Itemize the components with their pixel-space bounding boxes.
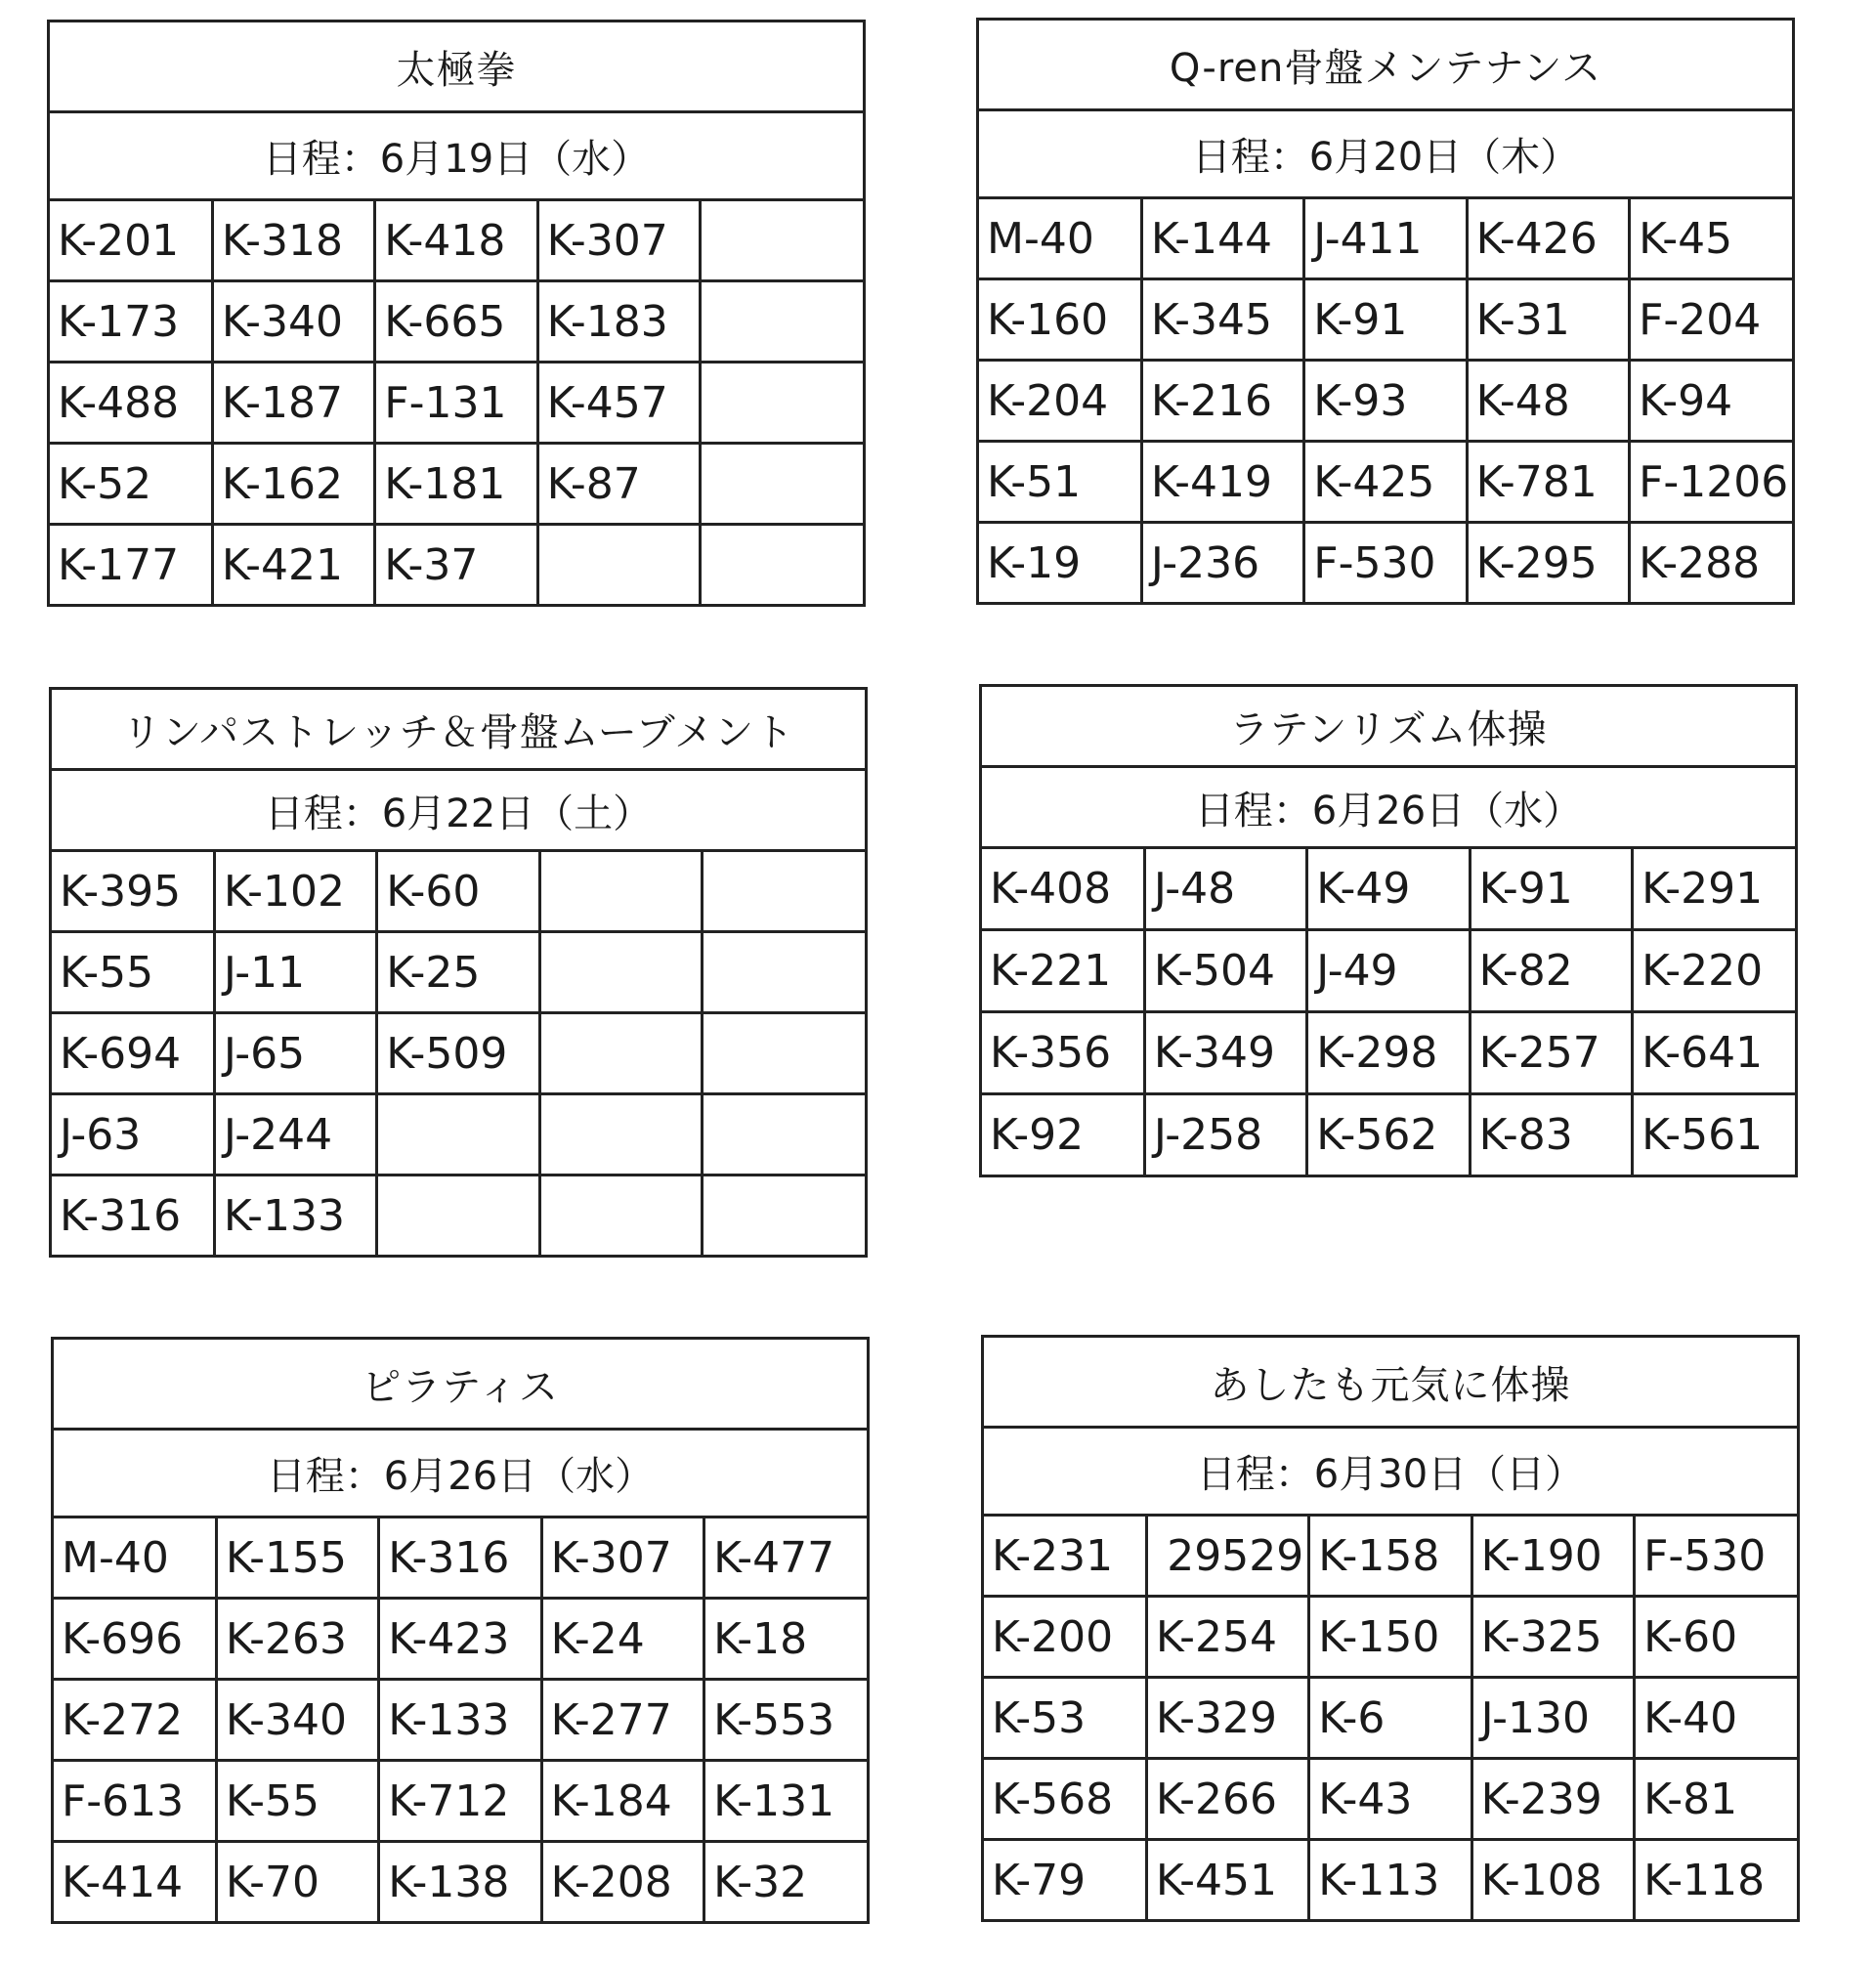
participant-cell: K-340 xyxy=(216,1680,378,1761)
participant-cell: K-31 xyxy=(1467,279,1629,361)
participant-cell: K-184 xyxy=(541,1761,704,1842)
participant-cell: K-37 xyxy=(375,525,537,605)
participant-cell: K-24 xyxy=(541,1599,704,1680)
participant-cell: K-177 xyxy=(50,525,212,605)
participant-cell: K-291 xyxy=(1633,849,1795,930)
participant-cell: K-298 xyxy=(1307,1012,1470,1094)
participant-cell: K-40 xyxy=(1635,1678,1797,1759)
participant-cell: K-408 xyxy=(982,849,1144,930)
participant-cell xyxy=(703,852,865,932)
participant-cell: K-307 xyxy=(537,201,700,281)
table-row xyxy=(979,361,1792,442)
table-row xyxy=(982,1094,1795,1175)
table-row xyxy=(54,1518,867,1599)
participant-cell: K-288 xyxy=(1639,537,1761,588)
participant-cell: K-781 xyxy=(1467,442,1629,523)
participant-cell: K-32 xyxy=(713,1857,808,1907)
schedule-ashitamo-genki xyxy=(981,1335,1800,1922)
schedule-date: 日程：6月30日（日） xyxy=(984,1429,1797,1517)
participant-cell: K-43 xyxy=(1309,1759,1471,1840)
participant-cell: K-340 xyxy=(212,281,374,363)
participant-cell xyxy=(539,852,702,932)
participant-cell: K-696 xyxy=(54,1599,216,1680)
participant-cell: J-11 xyxy=(214,932,376,1013)
participant-cell: K-190 xyxy=(1471,1517,1634,1597)
participant-cell xyxy=(539,932,702,1013)
participant-cell: F-613 xyxy=(54,1761,216,1842)
participant-cell: F-530 xyxy=(1635,1517,1797,1597)
participant-cell: K-18 xyxy=(704,1599,867,1680)
schedule-title: ラテンリズム体操 xyxy=(982,687,1795,768)
participant-cell: K-231 xyxy=(984,1517,1146,1597)
participant-cell: K-133 xyxy=(214,1175,376,1256)
participant-cell: K-113 xyxy=(1309,1840,1471,1920)
participant-cell: F-530 xyxy=(1304,523,1467,603)
table-row xyxy=(52,852,865,932)
participant-cell: K-60 xyxy=(377,852,539,932)
participant-cell: K-254 xyxy=(1146,1597,1308,1678)
participant-cell: K-162 xyxy=(212,444,374,525)
participant-cell: K-181 xyxy=(375,444,537,525)
table-row xyxy=(52,1094,865,1175)
schedule-date: 日程：6月26日（水） xyxy=(982,768,1795,849)
participant-cell: K-138 xyxy=(379,1842,541,1922)
participant-cell: K-204 xyxy=(979,361,1141,442)
participant-cell: K-93 xyxy=(1304,361,1467,442)
participant-cell: K-118 xyxy=(1643,1855,1766,1905)
participant-cell: K-160 xyxy=(979,279,1141,361)
schedule-lymph-stretch xyxy=(49,687,868,1258)
participant-cell: K-568 xyxy=(984,1759,1146,1840)
participant-cell: K-426 xyxy=(1467,199,1629,279)
participant-cell: K-19 xyxy=(979,523,1141,603)
schedule-date: 日程：6月19日（水） xyxy=(50,113,863,201)
participant-cell: K-395 xyxy=(52,852,214,932)
participant-cell: K-414 xyxy=(54,1842,216,1922)
participant-cell: J-49 xyxy=(1307,930,1470,1012)
participant-cell: K-272 xyxy=(54,1680,216,1761)
participant-cell xyxy=(539,1013,702,1094)
participant-cell: K-144 xyxy=(1141,199,1303,279)
participant-cell: K-451 xyxy=(1146,1840,1308,1920)
participant-cell: K-6 xyxy=(1309,1678,1471,1759)
participant-cell: K-277 xyxy=(541,1680,704,1761)
schedule-title: あしたも元気に体操 xyxy=(984,1338,1797,1429)
participant-table xyxy=(52,852,865,1255)
table-row xyxy=(979,523,1792,603)
participant-cell: K-318 xyxy=(212,201,374,281)
participant-cell: K-83 xyxy=(1470,1094,1632,1175)
table-row xyxy=(984,1840,1797,1920)
participant-cell: K-131 xyxy=(704,1761,867,1842)
participant-cell: K-51 xyxy=(979,442,1141,523)
participant-cell: K-488 xyxy=(50,363,212,444)
participant-cell: K-356 xyxy=(982,1012,1144,1094)
participant-cell: K-173 xyxy=(50,281,212,363)
participant-cell: K-239 xyxy=(1471,1759,1634,1840)
participant-cell: K-94 xyxy=(1630,361,1792,442)
participant-cell: K-349 xyxy=(1144,1012,1306,1094)
table-row xyxy=(54,1599,867,1680)
participant-cell: K-641 xyxy=(1633,1012,1795,1094)
participant-cell: K-418 xyxy=(375,201,537,281)
participant-cell xyxy=(703,932,865,1013)
participant-cell: K-52 xyxy=(50,444,212,525)
table-row xyxy=(984,1759,1797,1840)
participant-cell: K-208 xyxy=(541,1842,704,1922)
participant-cell: J-236 xyxy=(1141,523,1303,603)
participant-cell: K-183 xyxy=(537,281,700,363)
participant-cell: K-55 xyxy=(52,932,214,1013)
participant-cell: J-65 xyxy=(214,1013,376,1094)
participant-cell xyxy=(703,1094,865,1175)
participant-cell xyxy=(377,1175,539,1256)
table-row xyxy=(979,279,1792,361)
schedule-q-ren xyxy=(976,18,1795,605)
participant-cell: K-316 xyxy=(379,1518,541,1599)
participant-cell xyxy=(537,525,700,605)
participant-cell: K-81 xyxy=(1635,1759,1797,1840)
table-row xyxy=(982,1012,1795,1094)
participant-cell: K-325 xyxy=(1471,1597,1634,1678)
participant-cell: K-45 xyxy=(1630,199,1792,279)
table-row xyxy=(54,1680,867,1761)
participant-cell xyxy=(703,1013,865,1094)
schedule-date: 日程：6月20日（木） xyxy=(979,111,1792,199)
table-row xyxy=(52,1013,865,1094)
participant-cell xyxy=(703,1175,865,1256)
participant-cell xyxy=(539,1094,702,1175)
schedule-title: 太極拳 xyxy=(50,22,863,113)
participant-cell: K-477 xyxy=(704,1518,867,1599)
table-row xyxy=(979,199,1792,279)
participant-cell: K-504 xyxy=(1144,930,1306,1012)
participant-cell: K-419 xyxy=(1141,442,1303,523)
participant-cell xyxy=(701,201,863,281)
participant-cell: K-665 xyxy=(375,281,537,363)
participant-cell: J-63 xyxy=(52,1094,214,1175)
participant-cell: K-201 xyxy=(50,201,212,281)
participant-cell xyxy=(701,363,863,444)
participant-cell: J-48 xyxy=(1144,849,1306,930)
participant-cell: K-263 xyxy=(216,1599,378,1680)
participant-cell: K-307 xyxy=(541,1518,704,1599)
participant-cell: K-562 xyxy=(1307,1094,1470,1175)
participant-cell: F-204 xyxy=(1630,279,1792,361)
participant-cell: K-87 xyxy=(537,444,700,525)
participant-cell: K-55 xyxy=(216,1761,378,1842)
participant-cell xyxy=(701,525,863,605)
schedule-title: Q-ren骨盤メンテナンス xyxy=(979,21,1792,111)
participant-cell: K-49 xyxy=(1307,849,1470,930)
table-row xyxy=(50,525,863,605)
participant-cell: K-221 xyxy=(982,930,1144,1012)
participant-table xyxy=(984,1517,1797,1919)
participant-cell: 29529 xyxy=(1146,1517,1308,1597)
participant-cell: K-257 xyxy=(1470,1012,1632,1094)
participant-cell: J-258 xyxy=(1144,1094,1306,1175)
participant-cell: K-187 xyxy=(212,363,374,444)
participant-cell: K-421 xyxy=(212,525,374,605)
participant-cell: M-40 xyxy=(54,1518,216,1599)
table-row xyxy=(50,281,863,363)
participant-cell: K-509 xyxy=(377,1013,539,1094)
table-row xyxy=(54,1761,867,1842)
table-row xyxy=(52,1175,865,1256)
schedule-pilates xyxy=(51,1337,870,1924)
participant-cell xyxy=(701,444,863,525)
participant-cell: K-155 xyxy=(216,1518,378,1599)
participant-cell: K-133 xyxy=(379,1680,541,1761)
participant-cell: K-220 xyxy=(1633,930,1795,1012)
participant-cell: K-91 xyxy=(1470,849,1632,930)
table-row xyxy=(984,1597,1797,1678)
table-row xyxy=(50,444,863,525)
participant-cell: K-712 xyxy=(379,1761,541,1842)
table-row xyxy=(50,363,863,444)
schedule-title: リンパストレッチ＆骨盤ムーブメント xyxy=(52,690,865,771)
participant-cell: K-53 xyxy=(984,1678,1146,1759)
participant-table xyxy=(979,199,1792,602)
participant-cell: K-79 xyxy=(984,1840,1146,1920)
participant-cell: F-1206 xyxy=(1630,442,1792,523)
participant-cell: K-329 xyxy=(1146,1678,1308,1759)
schedule-date: 日程：6月26日（水） xyxy=(54,1431,867,1518)
schedule-date: 日程：6月22日（土） xyxy=(52,771,865,852)
participant-cell: K-102 xyxy=(214,852,376,932)
participant-cell: K-108 xyxy=(1471,1840,1634,1920)
participant-cell: K-25 xyxy=(377,932,539,1013)
participant-cell: K-200 xyxy=(984,1597,1146,1678)
participant-cell: F-131 xyxy=(375,363,537,444)
schedule-latin-rhythm xyxy=(979,684,1798,1177)
participant-cell: K-561 xyxy=(1642,1110,1764,1160)
table-row xyxy=(984,1678,1797,1759)
participant-cell: K-425 xyxy=(1304,442,1467,523)
participant-cell: K-266 xyxy=(1146,1759,1308,1840)
participant-cell: K-158 xyxy=(1309,1517,1471,1597)
table-row xyxy=(982,930,1795,1012)
schedule-taikyokuken xyxy=(47,20,866,607)
participant-cell: K-82 xyxy=(1470,930,1632,1012)
participant-cell: K-457 xyxy=(537,363,700,444)
participant-cell: J-411 xyxy=(1304,199,1467,279)
table-row xyxy=(982,849,1795,930)
participant-cell: K-316 xyxy=(52,1175,214,1256)
participant-cell: K-92 xyxy=(982,1094,1144,1175)
table-row xyxy=(50,201,863,281)
participant-cell: K-694 xyxy=(52,1013,214,1094)
participant-cell: J-244 xyxy=(214,1094,376,1175)
participant-cell: J-130 xyxy=(1471,1678,1634,1759)
participant-cell: K-216 xyxy=(1141,361,1303,442)
participant-cell: K-553 xyxy=(704,1680,867,1761)
participant-cell: K-345 xyxy=(1141,279,1303,361)
table-row xyxy=(54,1842,867,1922)
participant-table xyxy=(50,201,863,604)
table-row xyxy=(984,1517,1797,1597)
participant-cell: K-150 xyxy=(1309,1597,1471,1678)
participant-cell xyxy=(539,1175,702,1256)
table-row xyxy=(979,442,1792,523)
participant-cell: K-295 xyxy=(1467,523,1629,603)
participant-cell: K-48 xyxy=(1467,361,1629,442)
participant-cell xyxy=(701,281,863,363)
participant-table xyxy=(982,849,1795,1175)
participant-cell: K-91 xyxy=(1304,279,1467,361)
participant-cell: K-60 xyxy=(1635,1597,1797,1678)
participant-cell: K-423 xyxy=(379,1599,541,1680)
participant-cell xyxy=(377,1094,539,1175)
participant-cell: K-70 xyxy=(216,1842,378,1922)
participant-cell: M-40 xyxy=(979,199,1141,279)
schedule-title: ピラティス xyxy=(54,1340,867,1431)
participant-table xyxy=(54,1518,867,1921)
table-row xyxy=(52,932,865,1013)
